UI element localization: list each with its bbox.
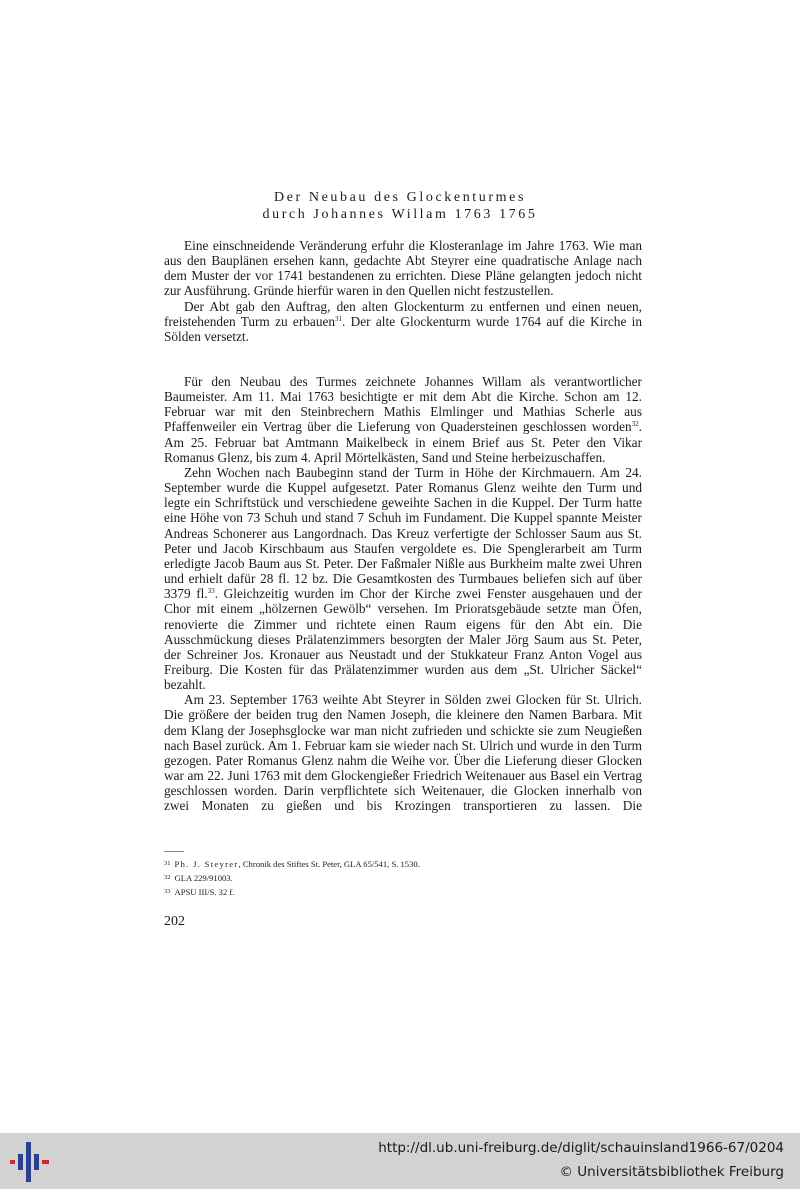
permalink-url[interactable]: http://dl.ub.uni-freiburg.de/diglit/schauinsland1966-67/0204	[378, 1140, 784, 1156]
footnote: $^{31}$ Ph. J. Steyrer, Chronik des Stiftes St. Peter, GLA 65/541, S. 1530.	[164, 859, 420, 869]
ub-freiburg-logo-icon[interactable]	[8, 1140, 52, 1182]
viewer-footer-bar	[0, 1133, 800, 1189]
page-number: 202	[164, 914, 185, 929]
section-heading-line1: Der Neubau des Glockenturmes	[273, 190, 527, 205]
footnote-ref[interactable]: 31	[335, 314, 343, 323]
paragraph: Am 23. September 1763 weihte Abt Steyrer in Sölden zwei Glocken für St. Ulrich. Die größere der beiden trug den Namen Joseph, die kleinere den Namen Barbara. Mit dem Klang der Josephsglocke war man nicht zufrieden und schickte sie zum Neugießen nach Basel zurück. Am 1. Februar kam sie wieder nach St. Ulrich und wurde in den Turm gezogen. Pater Romanus Glenz nahm die Weihe vor. Über die Lieferung dieser Glocken war am 22. Juni 1763 mit dem Glockengießer Friedrich Weitenauer aus Basel ein Vertrag geschlossen worden. Darin verpflichtete sich Weitenauer, die Glocken innerhalb von zwei Monaten zu gießen und bis Krozingen transportieren zu lassen. Die	[164, 692, 642, 814]
footnote: $^{32}$ GLA 229/91003.	[164, 873, 233, 883]
footnote-ref[interactable]: 32	[631, 420, 639, 429]
paragraph: Für den Neubau des Turmes zeichnete Johannes Willam als verantwortlicher Baumeister. Am 11. Mai 1763 besichtigte er mit dem Abt die Kirche. Schon am 12. Februar war mit den Steinbrechern Mathis Elmlinger und Mathias Scherle aus Pfaffenweiler ein Vertrag über die Lieferung von Quadersteinen geschlossen worden$^{32}$. Am 25. Februar bat Amtmann Maikelbeck in einem Brief aus St. Peter den Vikar Romanus Glenz, bis zum 4. April Mörtelkästen, Sand und Steine herbeizuschaffen.	[164, 374, 642, 465]
paragraph: Zehn Wochen nach Baubeginn stand der Turm in Höhe der Kirchmauern. Am 24. September wurde die Kuppel aufgesetzt. Pater Romanus Glenz weihte den Turm und legte ein Schriftstück und verschiedene geweihte Sachen in die Kuppel. Der Turm hatte eine Höhe von 73 Schuh und stand 7 Schuh im Fundament. Die Kuppel spannte Meister Andreas Schonerer aus Langordnach. Das Kreuz verfertigte der Schlosser Saum aus St. Peter und Jacob Kirschbaum aus Staufen vergoldete es. Die Spenglerarbeit am Turm erledigte Jacob Baum aus St. Peter. Der Faßmaler Nißle aus Burkheim malte zwei Uhren und erhielt dafür 28 fl. 12 bz. Die Gesamtkosten des Turmbaues beliefen sich auf über 3379 fl.$^{33}$. Gleichzeitig wurden im Chor der Kirche zwei Fenster ausgehauen und der Chor mit einem „hölzernen Gewölb“ versehen. Im Prioratsgebäude setzte man Öfen, renovierte die Zimmer und richtete einen Raum eigens für den Abt ein. Die Ausschmückung dieses Prälatenzimmers besorgten der Maler Jörg Saum aus St. Peter, der Schreiner Jos. Kronauer aus Neustadt und der Stukkateur Franz Anton Vogel aus Freiburg. Die Kosten für das Prälatenzimmer wurden aus dem „St. Ulricher Säckel“ bezahlt.	[164, 464, 642, 693]
paragraph: Eine einschneidende Veränderung erfuhr die Klosteranlage im Jahre 1763. Wie man aus den Bauplänen ersehen kann, gedachte Abt Steyrer eine quadratische Anlage nach dem Muster der vor 1741 bestandenen zu errichten. Diese Pläne gelangten jedoch nicht zur Ausführung. Gründe hierfür waren in den Quellen nicht festzustellen.	[164, 238, 642, 299]
section-heading-line2: durch Johannes Willam 1763 1765	[262, 207, 538, 222]
footnotes	[164, 857, 642, 899]
body-section-2	[164, 374, 642, 814]
body-section-1	[164, 238, 642, 344]
footnote-ref[interactable]: 33	[207, 587, 215, 596]
paragraph: Der Abt gab den Auftrag, den alten Glockenturm zu entfernen und einen neuen, freistehenden Turm zu erbauen$^{31}$. Der alte Glockenturm wurde 1764 auf die Kirche in Sölden versetzt.	[164, 298, 643, 344]
copyright-notice: © Universitätsbibliothek Freiburg	[559, 1164, 784, 1180]
footnote: $^{33}$ APSU III/S. 32 f.	[164, 887, 235, 897]
footnote-separator	[164, 851, 184, 852]
